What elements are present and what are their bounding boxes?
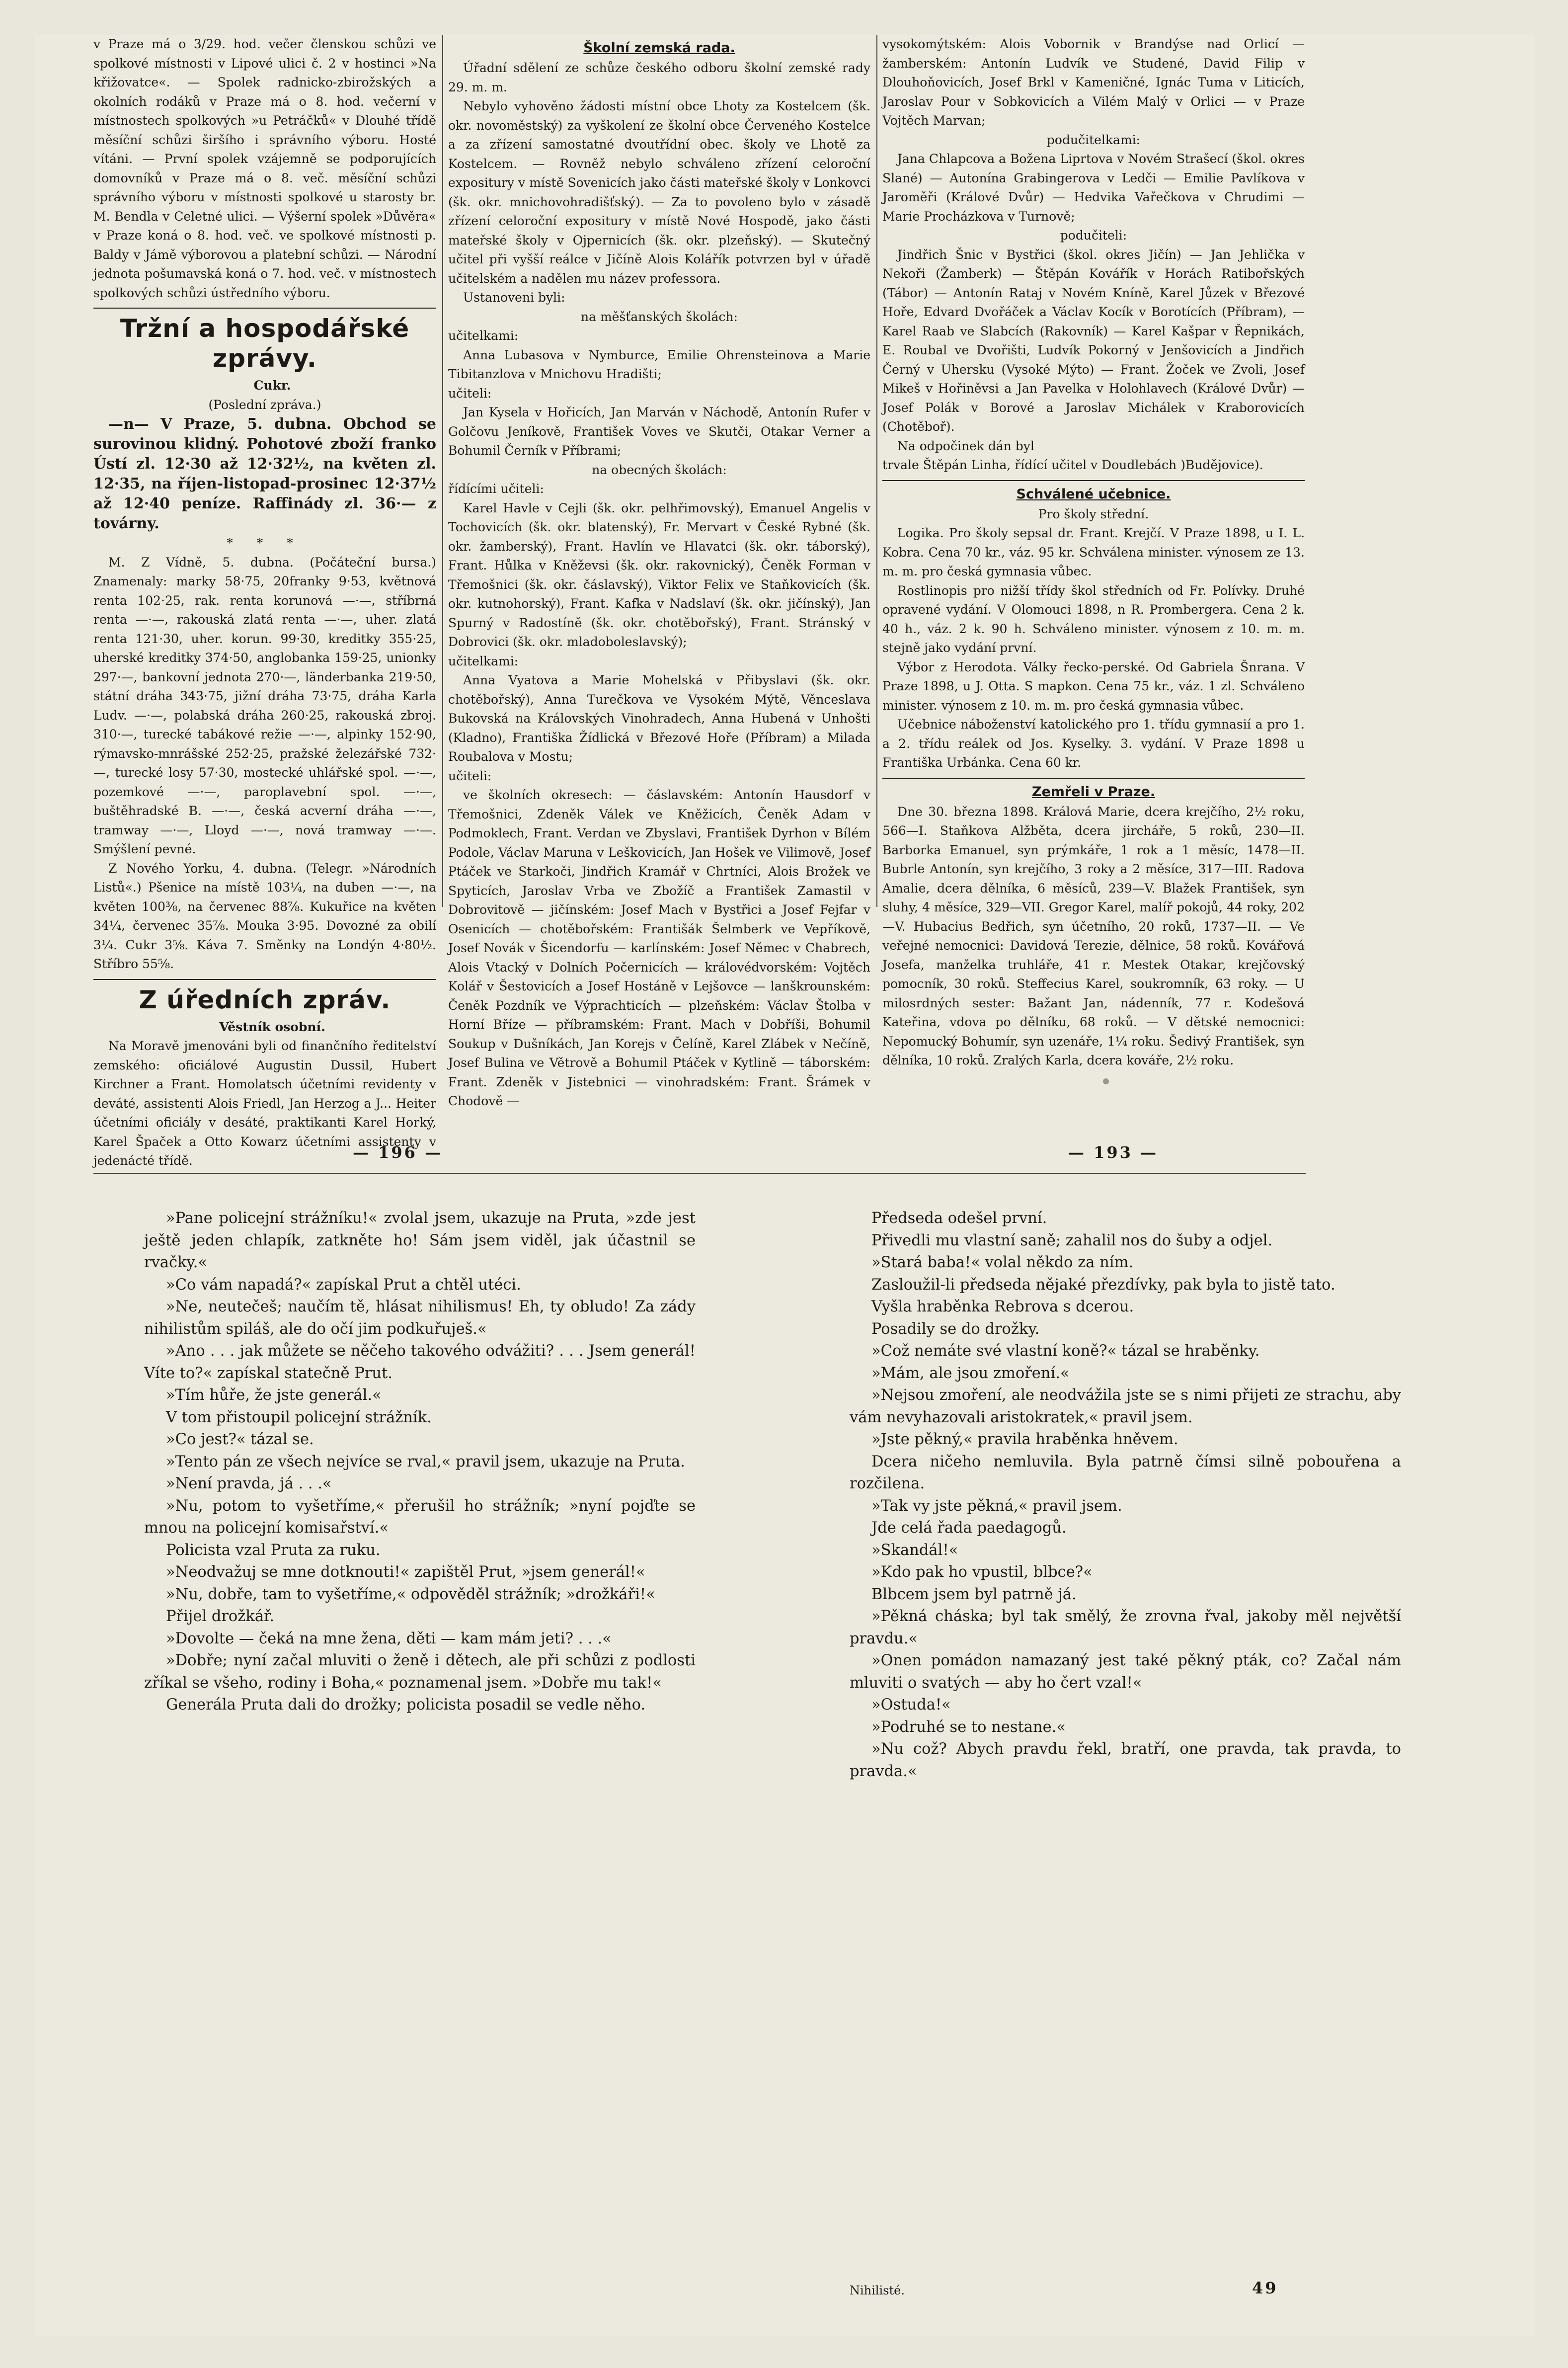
label-uciteli-2: učiteli: <box>448 768 492 783</box>
mestanske-skoly: na měšťanských školách: <box>581 309 738 324</box>
novel-paragraph: »Mám, ale jsou zmoření.« <box>871 1364 1070 1382</box>
obecne-skoly: na obecných školách: <box>592 462 727 477</box>
divider <box>93 308 436 309</box>
page-number-right: — 193 — <box>1068 1143 1159 1162</box>
novel-paragraph: Policista vzal Pruta za ruku. <box>166 1541 381 1559</box>
novel-paragraph: »Tento pán ze všech nejvíce se rval,« pravil jsem, ukazuje na Pruta. <box>166 1453 685 1470</box>
poducitele-list: Jindřich Šnic v Bystřici (škol. okres Jičín) — Jan Jehlička v Nekoři (Žamberk) — Štěpán Kovářík v Horách Ratibořských (Tábor) — Antonín Rataj v Novém Kníně, Karel Jůzek v Březové Hoře, Edvard Dvořáček a Václav Kocík v Borotících (Příbram), — Karel Raab ve Slabcích (Rakovník) — Karel Kašpar v Řepnikách, E. Roubal ve Dvořišti, Ludvík Pokorný v Jenšovicích a Jindřich Černý v Uhersku (Vysoké Mýto) — Frant. Žoček ve Zvoli, Josef Mikeš v Hořiněvsi a Jan Pavelka v Holohlavech (Králové Dvůr) — Josef Polák v Borové a Jaroslav Michálek v Kraborovicích (Chotěboř). <box>882 247 1305 434</box>
novel-paragraph: »Nu, potom to vyšetříme,« přerušil ho strážník; »nyní pojďte se mnou na policejní komisařství.« <box>144 1497 696 1537</box>
heading-vestnik: Věstník osobní. <box>219 1019 325 1034</box>
novel-paragraph: »Onen pomádon namazaný jest také pěkný pták, co? Začal nám mluviti o svatých — aby ho čert vzal!« <box>850 1652 1401 1692</box>
ustanoveni: Ustanoveni byli: <box>463 290 565 305</box>
novel-paragraph: Posadily se do drožky. <box>871 1320 1040 1338</box>
novel-paragraph: »Ne, neutečeš; naučím tě, hlásat nihilismus! Eh, ty obludo! Za zády nihilistům spiláš, ale do očí jim podkuřuješ.« <box>144 1298 696 1338</box>
heading-zemreli: Zemřeli v Praze. <box>1031 784 1156 800</box>
novel-paragraph: Vyšla hraběnka Rebrova s dcerou. <box>871 1298 1134 1315</box>
posledni-zprava: (Poslední zpráva.) <box>208 397 321 412</box>
herodotos: Výbor z Herodota. Války řecko-perské. Od Gabriela Šnrana. V Praze 1898, u J. Otta. S mapkon. Cena 75 kr., váz. 1 zl. Schváleno minister. výnosem z 10. m. m. pro česká gymnasia vůbec. <box>882 659 1305 713</box>
zemreli-list: Dne 30. března 1898. Králová Marie, dcera krejčího, 2½ roku, 566—I. Staňkova Alžběta, dcera jirchářе, 5 roků, 230—II. Barborka Emanuel, syn prýmkáře, 1 rok a 1 měsíc, 1478—II. Bubrle Antonín, syn krejčího, 3 roky a 2 měsíce, 317—III. Radova Amalie, dcera dělníka, 6 měsíců, 239—V. Blažek František, syn sluhy, 4 měsíce, 329—VII. Gregor Karel, malíř pokojů, 44 roky, 202—V. Hubacius Bedřich, syn účetního, 20 roků, 1737—II. — Ve veřejné nemocnici: Davidová Terezie, dělnice, 58 roků. Kovářová Josefa, manželka truhláře, 41 r. Mestek Otakar, krejčovský pomocník, 30 roků. Steffecius Karel, soukromník, 63 roky. — U milosrdných sester: Bažant Jan, nádenník, 77 r. Kodešová Kateřina, vdova po dělníku, 68 roků. — V dětské nemocnici: Nepomucký Bohumír, syn uzenáře, 1¼ roku. Šedivý František, syn dělníka, 10 roků. Zralých Karla, dcera kováře, 2½ roku. <box>882 804 1305 1067</box>
poducitelky-list: Jana Chlapcova a Božena Liprtova v Novém Strašecí (škol. okres Slané) — Autonína Grabingerova v Ledči — Emilie Pavlíkova v Jaroměři (Králové Dvůr) — Hedvika Vařečkova v Chrudimi — Marie Procházkova v Turnově; <box>882 152 1305 224</box>
page-number-left: — 196 — <box>353 1143 443 1162</box>
vestnik-text: Na Moravě jmenováni byli od finančního ředitelství zemského: oficiálové Augustin Dussil, Hubert Kirchner a Frant. Homolatsch účetními revidenty v deváté, assistenti Alois Friedl, Jan Herzog a J... Heiter účetními oficiály v desáté, praktikanti Karel Horký, Karel Špaček a Otto Kowarz účetními assistenty v jedenácté třídě. <box>93 1039 436 1168</box>
novel-paragraph: »Nejsou zmoření, ale neodvážila jste se s nimi přijeti ze strachu, aby vám nevyhazovali aristokratek,« pravil jsem. <box>850 1387 1401 1426</box>
spolky-notices: v Praze má o 3/29. hod. večer členskou schůzi ve spolkové místnosti v Lipové ulici č. 2 v hostinci »Na křižovatce«. — Spolek radnicko-zbirožských a okolních rodáků v Praze má o 8. hod. večerní v místnostech spolkových »u Petráčků« v Dlouhé třídě měsíční schůzi širšího i správního výboru. Hosté vítáni. — První spolek vzájemně se podporujících domovníků v Praze má o 8. več. měsíční schůzi správního výboru v místnosti spolkové u starosty br. M. Bendla v Celetné ulici. — Výšerní spolek »Důvěra« v Praze koná o 8. hod. več. ve spolkové místnosti p. Baldy v Jámě výborovou a platební schůzi. — Národní jednota pošumavská koná o 7. hod. več. v místnostech spolkových schůzi ústředního výboru. <box>93 37 436 300</box>
nabozenstvi: Učebnice náboženství katolického pro 1. třídu gymnasií a pro 1. a 2. třídu reálek od Jos. Kyselky. 3. vydání. V Praze 1898 u Františka Urbánka. Cena 60 kr. <box>882 717 1305 770</box>
divider <box>93 979 436 980</box>
paper-spot <box>1103 1078 1109 1084</box>
ridici-list: Karel Havle v Cejli (šk. okr. pelhřimovský), Emanuel Angelis v Tochovicích (šk. okr. blatenský), Fr. Mervart v České Rybné (šk. okr. žamberský), Frant. Havlín ve Hlavatci (šk. okr. táborský), Frant. Hůlka v Kněževsi (šk. okr. rakovnický), Čeněk Forman v Třemošnici (šk. okr. čáslavský), Viktor Felix ve Staňkovicích (šk. okr. kutnohorský), Frant. Kafka v Nadslaví (šk. okr. jičínský), Jan Spurný v Radostíně (šk. okr. chotěbořský), Frant. Stránský v Dobrovici (šk. okr. mladoboleslavský); <box>448 500 870 649</box>
novel-paragraph: »Nu což? Abych pravdu řekl, bratří, one pravda, tak pravda, to pravda.« <box>850 1740 1401 1780</box>
newspaper-sheet <box>35 35 1535 2336</box>
novel-paragraph: »Neodvažuj se mne dotknouti!« zapištěl Prut, »jsem generál!« <box>166 1563 645 1581</box>
novel-paragraph: »Jste pěkný,« pravila hraběnka hněvem. <box>871 1431 1178 1448</box>
separator-stars: * * * <box>227 536 303 550</box>
novel-paragraph: »Ano . . . jak můžete se něčeho takového odvážiti? . . . Jsem generál! Víte to?« zapískal statečně Prut. <box>144 1342 696 1382</box>
novel-page-right <box>850 1208 1401 1783</box>
skolni-decisions: Nebylo vyhověno žádosti místní obce Lhoty za Kostelcem (šk. okr. novoměstský) za vyškolení ze školní obce Červeného Kostelce a za zřízení samostatné dvoutřídní obec. školy ve Lhotě za Kostelcem. — Rovněž nebylo schváleno zřízení celoroční expositury v místě Sovenicích jako části mateřské školy v Lonkovci (šk. okr. mnichovohradišťský). — Za to povoleno bylo v zásadě zřízení celoroční expositury v místě Nové Hospodě, jako části mateřské školy v Ojpernicích (šk. okr. plzeňský). — Skutečný učitel při vyšší reálce v Jičíně Alois Kolářík potvrzen byl v úřadě učitelském a nadělen mu název professora. <box>448 99 870 286</box>
heading-uradni-zpravy: Z úředních zpráv. <box>139 985 391 1014</box>
ucitelky-list: Anna Lubasova v Nymburce, Emilie Ohrensteinova a Marie Tibitanzlova v Mnichovu Hradišti; <box>448 347 870 381</box>
heading-skolni-rada: Školní zemská rada. <box>583 40 735 56</box>
vysokomytske: vysokomýtském: Alois Vobornik v Brandýse nad Orlicí — žamberském: Antonín Ludvík ve Studené, David Filip v Dlouhoňovicích, Josef Brkl v Kameničné, Ignác Tuma v Liticích, Jaroslav Pour v Sobkovicích a Vilém Malý v Orlici — v Praze Vojtěch Marvan; <box>882 37 1305 128</box>
novel-paragraph: V tom přistoupil policejní strážník. <box>166 1408 432 1426</box>
heading-ucebnice: Schválené učebnice. <box>1016 486 1171 502</box>
novel-paragraph: »Ostuda!« <box>871 1696 951 1714</box>
column-divider <box>876 35 877 907</box>
novel-paragraph: »Skandál!« <box>871 1541 958 1559</box>
label-ridicimi: řídícími učiteli: <box>448 482 544 496</box>
cukr-report: —n— V Praze, 5. dubna. Obchod se surovinou klidný. Pohotové zboží franko Ústí zl. 12·30 až 12·32½, na květen zl. 12·35, na říjen-listopad-prosinec 12·37½ až 12·40 peníze. Raffinády zl. 36·— z továrny. <box>93 415 436 532</box>
label-poduciteli: podučiteli: <box>1060 228 1127 243</box>
novel-paragraph: Jde celá řada paedagogů. <box>871 1519 1067 1537</box>
novel-paragraph: »Což nemáte své vlastní koně?« tázal se hraběnky. <box>871 1342 1260 1360</box>
new-york-report: Z Nového Yorku, 4. dubna. (Telegr. »Národních Listů«.) Pšenice na místě 103¼, na duben —·—, na květen 100⅜, na červenec 88⅞. Kukuřice na květen 34¼, červenec 35⅞. Mouka 3·95. Dovozné za obilí 3¼. Cukr 3⅝. Káva 7. Směnky na Londýn 4·80½. Stříbro 55⅝. <box>93 861 436 971</box>
novel-paragraph: Blbcem jsem byl patrně já. <box>871 1585 1077 1603</box>
footer-title: Nihilisté. <box>850 2284 905 2297</box>
novel-page-left <box>144 1208 696 1716</box>
divider <box>882 778 1305 779</box>
odpocinek: Na odpočinek dán byl <box>897 438 1034 453</box>
novel-paragraph: »Pane policejní strážníku!« zvolal jsem, ukazuje na Pruta, »zde jest ještě jeden chlapík, zatkněte ho! Sám jsem viděl, jak účastnil se rvačky.« <box>144 1210 696 1271</box>
column-1 <box>93 35 436 1171</box>
label-ucitelkami-2: učitelkami: <box>448 653 519 668</box>
novel-paragraph: Generála Pruta dali do drožky; policista posadil se vedle něho. <box>166 1696 646 1714</box>
novel-paragraph: »Pěkná cháska; byl tak smělý, že zrovna řval, jakoby měl největší pravdu.« <box>850 1608 1401 1647</box>
novel-paragraph: »Není pravda, já . . .« <box>166 1475 332 1492</box>
novel-paragraph: »Stará baba!« volal někdo za ním. <box>871 1254 1134 1271</box>
label-ucitelkami: učitelkami: <box>448 328 519 343</box>
logika: Logika. Pro školy sepsal dr. Frant. Krejčí. V Praze 1898, u I. L. Kobra. Cena 70 kr., váz. 95 kr. Schválena minister. výnosem ze 13. m. m. pro česká gymnasia vůbec. <box>882 526 1305 578</box>
ucitele-okresy: ve školních okresech: — čáslavském: Antonín Hausdorf v Třemošnici, Zdeněk Válek ve Kněžicích, Čeněk Adam v Podmoklech, Frant. Verdan ve Zbyslavi, František Dyrhon v Bílém Podole, Václav Maruna v Leškovicích, Jan Hošek ve Vilimově, Josef Ptáček ve Starkoči, Jindřich Kramář v Chrtníci, Alois Brožek ve Spyticích, Jaroslav Vrba ve Zbožíč a František Zamastil v Dobrovitově — jičínském: Josef Mach v Bystřici a Josef Fejfar v Osenicích — chotěbořském: Františák Šelmberk ve Vepříkově, Josef Novák v Šicendorfu — karlínském: Josef Němec v Chabrech, Alois Vtacký v Dolních Počernicích — královédvorském: Vojtěch Kolář v Šestovicích a Josef Hostáně v Lejšovce — lanškrounském: Čeněk Pozdník ve Výprachticích — plzeňském: Václav Štolba v Horní Bříze — příbramském: Frant. Mach v Dobříši, Bohumil Soukup v Dušníkách, Jan Korejs v Čelíně, Karel Zlábek v Nečíně, Josef Bulina ve Větrově a Bohumil Ptáček v Kytlině — táborském: Frant. Zdeněk v Jistebnici — vinohradském: Frant. Šrámek v Chodově — <box>448 788 870 1108</box>
viden-bursa-report: M. Z Vídně, 5. dubna. (Počáteční bursa.) Znamenaly: marky 58·75, 20franky 9·53, květnová renta 102·25, rak. renta korunová —·—, stříbrná renta —·—, rakouská zlatá renta —·—, uher. zlatá renta 121·30, uher. korun. 99·30, kreditky 355·25, uherské kreditky 374·50, anglobanka 159·25, unionky 297·—, bankovní jednota 270·—, länderbanka 219·50, státní dráha 343·75, jižní dráha 73·75, dráha Karla Ludv. —·—, polabská dráha 260·25, rakouská zbroj. 310·—, turecké tabákové režie —·—, alpinky 152·90, rýmavsko-mnrášské 252·25, pražské železářské 732·—, turecké losy 57·30, mostecké uhlářské spol. —·—, pozemkové —·—, paroplavební spol. —·—, buštěhradské B. —·—, česká acverní dráha —·—, tramway —·—, Lloyd —·—, nová tramway —·—. Smýšlení pevné. <box>93 555 436 856</box>
divider <box>882 480 1305 481</box>
skolni-intro: Úřadní sdělení ze schůze českého odboru školní zemské rady 29. m. m. <box>448 61 870 94</box>
heading-trzni-zpravy: Tržní a hospodářské zprávy. <box>120 314 410 373</box>
skoly-stredni: Pro školy střední. <box>1038 506 1149 521</box>
novel-paragraph: »Tím hůře, že jste generál.« <box>166 1387 382 1404</box>
novel-paragraph: »Dobře; nyní začal mluviti o ženě i dětech, ale při schůzi z podlosti zříkal se všeho, rodiny i Boha,« poznamenal jsem. »Dobře mu tak!« <box>144 1652 696 1692</box>
column-3 <box>882 35 1305 1070</box>
novel-paragraph: Zasloužil-li předseda nějaké přezdívky, pak byla to jistě tato. <box>871 1276 1335 1294</box>
label-poducitelkami: podučitelkami: <box>1046 132 1141 147</box>
novel-paragraph: Přivedli mu vlastní saně; zahalil nos do šuby a odjel. <box>871 1231 1273 1249</box>
novel-paragraph: »Nu, dobře, tam to vyšetříme,« odpověděl strážník; »drožkáři!« <box>166 1585 655 1603</box>
linha: trvale Štěpán Linha, řídící učitel v Doudlebách )Budějovice). <box>882 458 1263 472</box>
label-uciteli: učiteli: <box>448 386 492 401</box>
novel-paragraph: Předseda odešel první. <box>871 1210 1047 1227</box>
footer-page-number: 49 <box>1252 2279 1278 2297</box>
novel-paragraph: »Kdo pak ho vpustil, blbce?« <box>871 1563 1093 1581</box>
column-divider <box>442 35 443 907</box>
novel-paragraph: »Co vám napadá?« zapískal Prut a chtěl utéci. <box>166 1276 521 1294</box>
rostlinopis: Rostlinopis pro nižší třídy škol středních od Fr. Polívky. Druhé opravené vydání. V Olomouci 1898, n R. Prombergera. Cena 2 k. 40 h., váz. 2 k. 90 h. Schváleno minister. výnosem z 10. m. m. stejně jako vydání první. <box>882 583 1305 655</box>
novel-paragraph: Přijel drožkář. <box>166 1608 274 1625</box>
ucitele-list: Jan Kysela v Hořicích, Jan Marván v Náchodě, Antonín Rufer v Golčovu Jeníkově, František Voves ve Skutči, Otakar Verner a Bohumil Černík v Příbrami; <box>448 405 870 458</box>
column-2 <box>448 35 870 1111</box>
novel-paragraph: Dcera ničeho nemluvila. Byla patrně čímsi silně pobouřena a rozčilena. <box>850 1453 1401 1492</box>
novel-paragraph: »Co jest?« tázal se. <box>166 1431 314 1448</box>
ucitelky-list-2: Anna Vyatova a Marie Mohelská v Přibyslavi (šk. okr. chotěbořský), Anna Turečkova ve Vysokém Mýtě, Věnceslava Bukovská na Královských Vinohradech, Anna Hubená v Unhošti (Kladno), Františka Žídlická v Březové Hoře (Příbram) a Milada Roubalova v Mostu; <box>448 673 870 764</box>
novel-paragraph: »Podruhé se to nestane.« <box>871 1718 1066 1736</box>
novel-paragraph: »Tak vy jste pěkná,« pravil jsem. <box>871 1497 1122 1515</box>
page-number-rule <box>93 1173 1306 1174</box>
heading-cukr: Cukr. <box>253 378 291 393</box>
novel-paragraph: »Dovolte — čeká na mne žena, děti — kam mám jeti? . . .« <box>166 1630 612 1647</box>
